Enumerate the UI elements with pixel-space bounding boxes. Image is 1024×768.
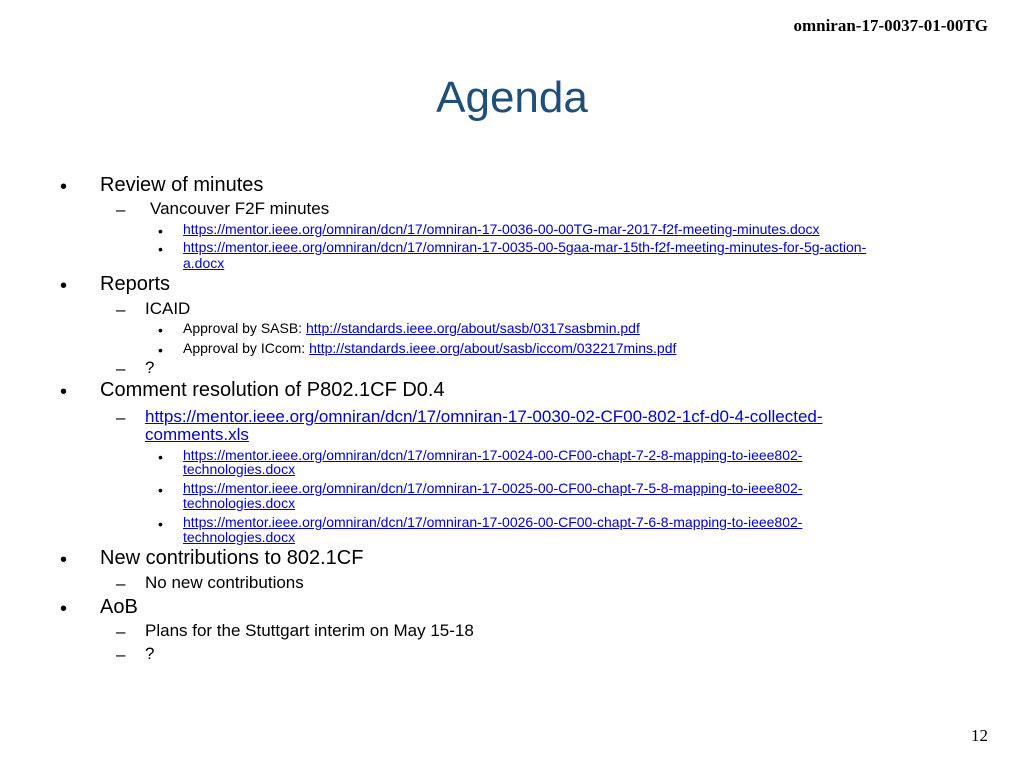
item-label: Review of minutes bbox=[100, 174, 264, 196]
link-5gaa-minutes[interactable] bbox=[183, 240, 866, 254]
link-collected-comments-line-1[interactable]: https://mentor.ieee.org/omniran/dcn/17/omniran-17-0030-02-CF00-802-1cf-d0-4-collected- bbox=[145, 407, 823, 426]
link-chapt-7-2-8-line-1[interactable]: https://mentor.ieee.org/omniran/dcn/17/omniran-17-0024-00-CF00-chapt-7-2-8-mapping-to-ieee802- bbox=[183, 447, 803, 463]
bullet-dot: • bbox=[158, 223, 163, 239]
link-iccom[interactable]: http://standards.ieee.org/about/sasb/iccom/032217mins.pdf bbox=[309, 340, 677, 356]
link-line-1[interactable]: https://mentor.ieee.org/omniran/dcn/17/omniran-17-0035-00-5gaa-mar-15th-f2f-meeting-minutes-for-5g-action- bbox=[183, 239, 867, 255]
bullet-dash: – bbox=[116, 359, 126, 378]
sasb-label: Approval by SASB: bbox=[183, 320, 306, 336]
bullet-dot: • bbox=[60, 176, 68, 198]
link-sasb[interactable]: http://standards.ieee.org/about/sasb/0317sasbmin.pdf bbox=[305, 320, 640, 336]
bullet-dash: – bbox=[116, 574, 126, 593]
bullet-dot: • bbox=[60, 275, 68, 297]
bullet-dot: • bbox=[60, 549, 68, 571]
bullet-dot: • bbox=[158, 482, 163, 498]
bullet-dot: • bbox=[158, 516, 163, 532]
bullet-dash: – bbox=[116, 622, 126, 641]
sub-item-label: No new contributions bbox=[145, 573, 304, 592]
iccom-label: Approval by ICcom: bbox=[183, 340, 310, 356]
item-label: Comment resolution of P802.1CF D0.4 bbox=[100, 379, 445, 401]
sub-item-label: Plans for the Stuttgart interim on May 15-18 bbox=[145, 621, 474, 640]
link-line-2[interactable]: a.docx bbox=[183, 255, 225, 271]
item-label: Reports bbox=[100, 273, 171, 295]
document-id: omniran-17-0037-01-00TG bbox=[793, 16, 988, 35]
sub-item-label: ? bbox=[145, 358, 155, 377]
link-chapt-7-2-8-line-2[interactable]: technologies.docx bbox=[183, 461, 296, 477]
link-chapt-7-6-8-line-2[interactable]: technologies.docx bbox=[183, 529, 296, 545]
link-collected-comments-line-2[interactable]: comments.xls bbox=[145, 425, 249, 444]
item-label: AoB bbox=[100, 596, 138, 618]
bullet-dot: • bbox=[158, 449, 163, 465]
bullet-dash: – bbox=[116, 200, 126, 219]
bullet-dot: • bbox=[158, 342, 163, 358]
sub-item-label: ? bbox=[145, 644, 155, 663]
page-number: 12 bbox=[971, 726, 988, 745]
sub-item-label: Vancouver F2F minutes bbox=[150, 199, 330, 218]
link-chapt-7-5-8-line-2[interactable]: technologies.docx bbox=[183, 495, 296, 511]
link-vancouver-minutes[interactable]: https://mentor.ieee.org/omniran/dcn/17/omniran-17-0036-00-00TG-mar-2017-f2f-meeting-minutes.docx bbox=[183, 221, 820, 237]
item-label: New contributions to 802.1CF bbox=[100, 547, 364, 569]
bullet-dash: – bbox=[116, 408, 126, 427]
bullet-dot: • bbox=[158, 241, 163, 257]
bullet-dot: • bbox=[60, 381, 68, 403]
bullet-dash: – bbox=[116, 300, 126, 319]
bullet-dash: – bbox=[116, 645, 126, 664]
bullet-dot: • bbox=[60, 598, 68, 620]
sub-item-label: ICAID bbox=[145, 299, 191, 318]
slide-title: Agenda bbox=[436, 73, 588, 122]
bullet-dot: • bbox=[158, 322, 163, 338]
link-chapt-7-5-8-line-1[interactable]: https://mentor.ieee.org/omniran/dcn/17/omniran-17-0025-00-CF00-chapt-7-5-8-mapping-to-ieee802- bbox=[183, 480, 803, 496]
link-chapt-7-6-8-line-1[interactable]: https://mentor.ieee.org/omniran/dcn/17/omniran-17-0026-00-CF00-chapt-7-6-8-mapping-to-ieee802- bbox=[183, 514, 803, 530]
